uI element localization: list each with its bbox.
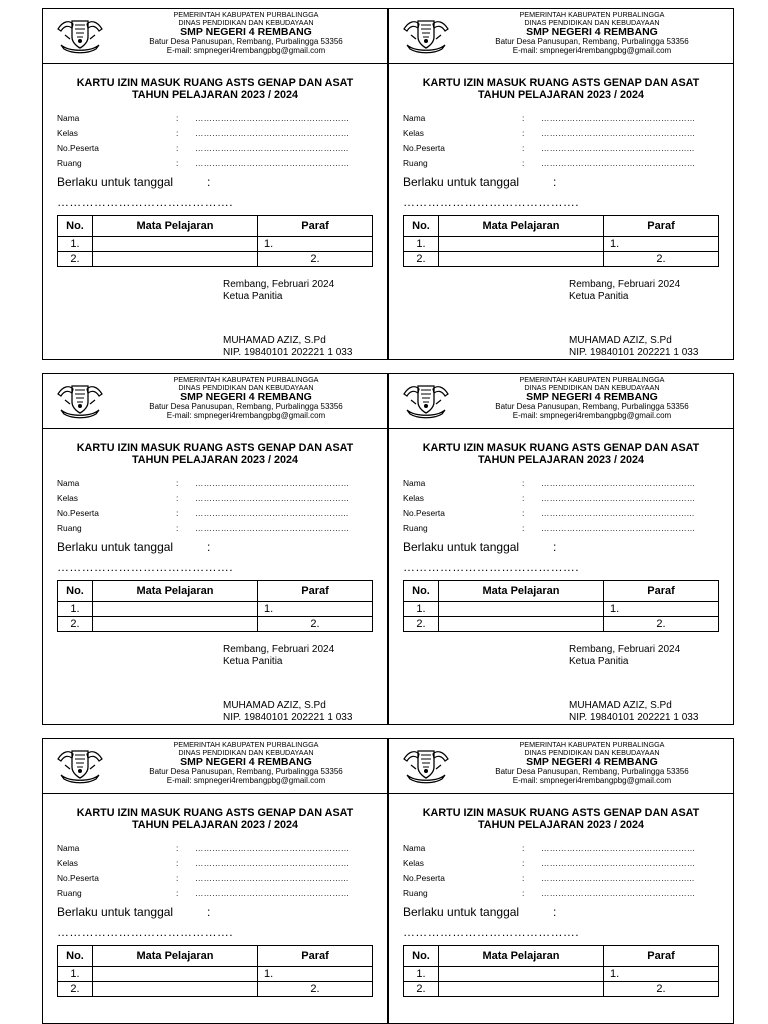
school-address: Batur Desa Panusupan, Rembang, Purbalingga 53356 (149, 402, 343, 412)
student-fields (43, 478, 387, 538)
field-colon: : (522, 478, 525, 488)
field-blank: ……………………………………………… (541, 858, 696, 868)
header-subject: Mata Pelajaran (93, 946, 258, 967)
header-paraf: Paraf (258, 216, 373, 237)
row-no: 1. (58, 237, 93, 252)
field-row-nama (389, 478, 733, 493)
valid-date-dots: ……………………………………. (403, 560, 579, 574)
signer-name: MUHAMAD AZIZ, S.Pd (569, 700, 672, 711)
card-title (389, 77, 733, 101)
field-row-ruang (43, 158, 387, 173)
field-colon: : (176, 508, 179, 518)
field-blank: ……………………………………………... (541, 143, 695, 153)
field-colon: : (176, 113, 179, 123)
valid-date-colon: : (553, 540, 557, 554)
table-row (58, 967, 373, 982)
field-row-nama (43, 113, 387, 128)
row-no: 1. (404, 967, 439, 982)
header-subject: Mata Pelajaran (439, 581, 604, 602)
signature-block (569, 644, 698, 724)
valid-date-dots: ……………………………………. (57, 560, 233, 574)
valid-date-blank (43, 560, 387, 580)
department-name: DINAS PENDIDIKAN DAN KEBUDAYAAN (178, 17, 314, 27)
student-fields (43, 113, 387, 173)
letterhead (389, 374, 733, 429)
field-colon: : (176, 128, 179, 138)
header-no: No. (404, 216, 439, 237)
header-no: No. (404, 946, 439, 967)
school-emblem-icon (401, 745, 451, 785)
row-subject (93, 982, 258, 997)
school-email: E-mail: smpnegeri4rembangpbg@gmail.com (166, 775, 326, 785)
valid-date-row (43, 905, 387, 923)
card-title (43, 77, 387, 101)
subject-table (57, 945, 373, 997)
field-label: Ruang (403, 888, 428, 898)
card-title-line-2: TAHUN PELAJARAN 2023 / 2024 (477, 89, 644, 101)
place-date: Rembang, Februari 2024 (223, 644, 335, 655)
header-subject: Mata Pelajaran (93, 581, 258, 602)
subject-table-header (58, 581, 373, 602)
school-email: E-mail: smpnegeri4rembangpbg@gmail.com (512, 45, 672, 55)
valid-date-row (43, 175, 387, 193)
signer-nip: NIP. 19840101 202221 1 033 (569, 347, 699, 358)
field-label: Nama (57, 478, 80, 488)
field-blank: ……………………………………………… (195, 843, 350, 853)
card-title (43, 807, 387, 831)
field-colon: : (522, 843, 525, 853)
header-no: No. (58, 946, 93, 967)
valid-date-row (389, 540, 733, 558)
table-row (404, 602, 719, 617)
valid-date-label: Berlaku untuk tanggal (57, 175, 174, 189)
school-name: SMP NEGERI 4 REMBANG (526, 756, 658, 769)
row-no: 2. (58, 617, 93, 632)
place-date: Rembang, Februari 2024 (569, 279, 681, 290)
card-title (389, 807, 733, 831)
subject-table (403, 580, 719, 632)
valid-date-colon: : (207, 905, 211, 919)
field-label: No.Peserta (57, 873, 99, 883)
field-blank: ……………………………………………... (195, 508, 349, 518)
field-blank: ……………………………………………… (195, 113, 350, 123)
header-paraf: Paraf (604, 216, 719, 237)
row-no: 2. (58, 982, 93, 997)
field-blank: ……………………………………………… (541, 128, 696, 138)
table-row (404, 967, 719, 982)
signer-name: MUHAMAD AZIZ, S.Pd (223, 335, 326, 346)
valid-date-colon: : (207, 540, 211, 554)
field-blank: ……………………………………………… (541, 523, 696, 533)
card-title-line-2: TAHUN PELAJARAN 2023 / 2024 (477, 454, 644, 466)
field-label: Kelas (403, 858, 424, 868)
field-row-no-peserta (43, 143, 387, 158)
card-title-line-2: TAHUN PELAJARAN 2023 / 2024 (477, 819, 644, 831)
signer-role: Ketua Panitia (569, 656, 629, 667)
field-blank: ……………………………………………… (195, 493, 350, 503)
letterhead (43, 739, 387, 794)
header-paraf: Paraf (258, 581, 373, 602)
row-paraf: 1. (258, 237, 373, 252)
field-label: Kelas (57, 858, 78, 868)
table-row (404, 237, 719, 252)
school-name: SMP NEGERI 4 REMBANG (180, 391, 312, 404)
field-colon: : (522, 128, 525, 138)
card-title-line-1: KARTU IZIN MASUK RUANG ASTS GENAP DAN ASAT (76, 442, 354, 454)
signer-role: Ketua Panitia (223, 291, 283, 302)
table-row (404, 252, 719, 267)
letterhead (389, 9, 733, 64)
field-colon: : (176, 888, 179, 898)
field-label: No.Peserta (57, 143, 99, 153)
valid-date-label: Berlaku untuk tanggal (57, 540, 174, 554)
field-colon: : (176, 523, 179, 533)
department-name: DINAS PENDIDIKAN DAN KEBUDAYAAN (524, 382, 660, 392)
field-colon: : (176, 478, 179, 488)
student-fields (389, 843, 733, 903)
department-name: DINAS PENDIDIKAN DAN KEBUDAYAAN (524, 747, 660, 757)
field-colon: : (522, 143, 525, 153)
field-label: Nama (403, 478, 426, 488)
header-subject: Mata Pelajaran (439, 946, 604, 967)
row-subject (93, 252, 258, 267)
row-subject (439, 252, 604, 267)
field-label: No.Peserta (57, 508, 99, 518)
field-colon: : (176, 493, 179, 503)
exam-admission-card (388, 373, 734, 725)
school-email: E-mail: smpnegeri4rembangpbg@gmail.com (166, 45, 326, 55)
field-blank: ……………………………………………… (195, 128, 350, 138)
field-colon: : (522, 493, 525, 503)
table-row (58, 237, 373, 252)
row-paraf: 1. (604, 237, 719, 252)
field-label: No.Peserta (403, 143, 445, 153)
exam-admission-card (388, 738, 734, 1024)
subject-table-header (58, 216, 373, 237)
government-name: PEMERINTAH KABUPATEN PURBALINGGA (173, 375, 319, 384)
school-address: Batur Desa Panusupan, Rembang, Purbalingga 53356 (495, 402, 689, 412)
signer-role: Ketua Panitia (223, 656, 283, 667)
card-title-line-2: TAHUN PELAJARAN 2023 / 2024 (131, 89, 298, 101)
card-title (389, 442, 733, 466)
header-no: No. (404, 581, 439, 602)
field-row-kelas (43, 858, 387, 873)
field-row-no-peserta (43, 873, 387, 888)
row-subject (439, 617, 604, 632)
field-colon: : (176, 143, 179, 153)
card-title-line-1: KARTU IZIN MASUK RUANG ASTS GENAP DAN ASAT (422, 77, 700, 89)
valid-date-blank (43, 195, 387, 215)
field-blank: ……………………………………………... (541, 508, 695, 518)
valid-date-colon: : (553, 175, 557, 189)
exam-admission-card (42, 8, 388, 360)
table-row (58, 602, 373, 617)
card-title (43, 442, 387, 466)
field-colon: : (522, 873, 525, 883)
row-subject (439, 602, 604, 617)
field-blank: ……………………………………………… (195, 888, 350, 898)
field-label: Kelas (403, 493, 424, 503)
school-emblem-icon (55, 15, 105, 55)
student-fields (43, 843, 387, 903)
header-subject: Mata Pelajaran (439, 216, 604, 237)
field-row-nama (389, 113, 733, 128)
valid-date-dots: ……………………………………. (57, 195, 233, 209)
field-blank: ……………………………………………… (541, 843, 696, 853)
field-label: Ruang (57, 523, 82, 533)
field-colon: : (176, 158, 179, 168)
row-paraf: 1. (604, 602, 719, 617)
table-row (58, 617, 373, 632)
card-title-line-1: KARTU IZIN MASUK RUANG ASTS GENAP DAN ASAT (76, 77, 354, 89)
field-label: Nama (403, 843, 426, 853)
school-emblem-icon (401, 380, 451, 420)
government-name: PEMERINTAH KABUPATEN PURBALINGGA (173, 10, 319, 19)
field-row-ruang (389, 888, 733, 903)
row-subject (93, 617, 258, 632)
signer-name: MUHAMAD AZIZ, S.Pd (569, 335, 672, 346)
school-address: Batur Desa Panusupan, Rembang, Purbalingga 53356 (495, 767, 689, 777)
valid-date-blank (43, 925, 387, 945)
signature-block (223, 644, 352, 724)
school-name: SMP NEGERI 4 REMBANG (180, 26, 312, 39)
field-label: Nama (57, 113, 80, 123)
school-address: Batur Desa Panusupan, Rembang, Purbalingga 53356 (149, 767, 343, 777)
field-colon: : (522, 113, 525, 123)
field-row-no-peserta (389, 873, 733, 888)
field-label: Kelas (403, 128, 424, 138)
valid-date-blank (389, 560, 733, 580)
valid-date-label: Berlaku untuk tanggal (57, 905, 174, 919)
place-date: Rembang, Februari 2024 (223, 279, 335, 290)
field-label: Ruang (403, 158, 428, 168)
field-colon: : (522, 523, 525, 533)
field-row-nama (389, 843, 733, 858)
row-no: 1. (58, 602, 93, 617)
field-label: No.Peserta (403, 873, 445, 883)
school-emblem-icon (55, 380, 105, 420)
field-row-nama (43, 843, 387, 858)
school-email: E-mail: smpnegeri4rembangpbg@gmail.com (512, 775, 672, 785)
header-no: No. (58, 216, 93, 237)
subject-table-header (404, 216, 719, 237)
field-blank: ……………………………………………… (541, 888, 696, 898)
header-paraf: Paraf (258, 946, 373, 967)
header-subject: Mata Pelajaran (93, 216, 258, 237)
field-row-kelas (389, 858, 733, 873)
letterhead (389, 739, 733, 794)
field-colon: : (176, 858, 179, 868)
school-name: SMP NEGERI 4 REMBANG (180, 756, 312, 769)
valid-date-label: Berlaku untuk tanggal (403, 905, 520, 919)
valid-date-row (389, 905, 733, 923)
signer-nip: NIP. 19840101 202221 1 033 (569, 712, 699, 723)
card-title-line-2: TAHUN PELAJARAN 2023 / 2024 (131, 819, 298, 831)
field-blank: ……………………………………………… (195, 858, 350, 868)
row-paraf: 2. (258, 252, 373, 267)
government-name: PEMERINTAH KABUPATEN PURBALINGGA (519, 375, 665, 384)
subject-table-header (404, 946, 719, 967)
row-subject (93, 602, 258, 617)
header-paraf: Paraf (604, 581, 719, 602)
letterhead (43, 374, 387, 429)
row-subject (439, 967, 604, 982)
field-row-ruang (43, 523, 387, 538)
school-address: Batur Desa Panusupan, Rembang, Purbalingga 53356 (149, 37, 343, 47)
school-address: Batur Desa Panusupan, Rembang, Purbalingga 53356 (495, 37, 689, 47)
row-no: 1. (404, 602, 439, 617)
table-row (58, 252, 373, 267)
school-name: SMP NEGERI 4 REMBANG (526, 26, 658, 39)
school-emblem-icon (401, 15, 451, 55)
row-no: 2. (404, 252, 439, 267)
row-no: 1. (404, 237, 439, 252)
valid-date-blank (389, 925, 733, 945)
card-title-line-1: KARTU IZIN MASUK RUANG ASTS GENAP DAN ASAT (76, 807, 354, 819)
field-label: Ruang (57, 158, 82, 168)
card-title-line-2: TAHUN PELAJARAN 2023 / 2024 (131, 454, 298, 466)
header-paraf: Paraf (604, 946, 719, 967)
row-paraf: 2. (258, 617, 373, 632)
exam-admission-card (42, 738, 388, 1024)
student-fields (389, 478, 733, 538)
department-name: DINAS PENDIDIKAN DAN KEBUDAYAAN (178, 747, 314, 757)
card-title-line-1: KARTU IZIN MASUK RUANG ASTS GENAP DAN ASAT (422, 442, 700, 454)
subject-table-header (58, 946, 373, 967)
row-paraf: 1. (258, 967, 373, 982)
row-no: 1. (58, 967, 93, 982)
row-paraf: 1. (604, 967, 719, 982)
valid-date-blank (389, 195, 733, 215)
header-no: No. (58, 581, 93, 602)
field-row-nama (43, 478, 387, 493)
field-blank: ……………………………………………... (195, 873, 349, 883)
subject-table (57, 580, 373, 632)
table-row (404, 617, 719, 632)
field-row-no-peserta (43, 508, 387, 523)
field-colon: : (176, 873, 179, 883)
valid-date-label: Berlaku untuk tanggal (403, 540, 520, 554)
field-blank: ……………………………………………… (541, 478, 696, 488)
row-paraf: 2. (258, 982, 373, 997)
row-subject (93, 967, 258, 982)
valid-date-colon: : (207, 175, 211, 189)
field-label: Kelas (57, 128, 78, 138)
signature-block (569, 279, 698, 359)
school-email: E-mail: smpnegeri4rembangpbg@gmail.com (512, 410, 672, 420)
field-blank: ……………………………………………… (195, 158, 350, 168)
field-colon: : (522, 858, 525, 868)
school-name: SMP NEGERI 4 REMBANG (526, 391, 658, 404)
field-colon: : (522, 158, 525, 168)
government-name: PEMERINTAH KABUPATEN PURBALINGGA (519, 10, 665, 19)
department-name: DINAS PENDIDIKAN DAN KEBUDAYAAN (178, 382, 314, 392)
valid-date-colon: : (553, 905, 557, 919)
row-subject (93, 237, 258, 252)
row-paraf: 2. (604, 252, 719, 267)
exam-admission-card (388, 8, 734, 360)
field-label: Kelas (57, 493, 78, 503)
field-label: Ruang (57, 888, 82, 898)
card-title-line-1: KARTU IZIN MASUK RUANG ASTS GENAP DAN ASAT (422, 807, 700, 819)
field-blank: ……………………………………………... (195, 143, 349, 153)
exam-admission-card (42, 373, 388, 725)
signer-nip: NIP. 19840101 202221 1 033 (223, 712, 353, 723)
field-blank: ……………………………………………… (541, 158, 696, 168)
department-name: DINAS PENDIDIKAN DAN KEBUDAYAAN (524, 17, 660, 27)
row-no: 2. (58, 252, 93, 267)
signer-name: MUHAMAD AZIZ, S.Pd (223, 700, 326, 711)
field-blank: ……………………………………………… (541, 113, 696, 123)
subject-table (403, 945, 719, 997)
table-row (58, 982, 373, 997)
row-subject (439, 237, 604, 252)
subject-table (403, 215, 719, 267)
school-emblem-icon (55, 745, 105, 785)
field-label: Nama (57, 843, 80, 853)
field-row-kelas (43, 128, 387, 143)
government-name: PEMERINTAH KABUPATEN PURBALINGGA (519, 740, 665, 749)
valid-date-row (389, 175, 733, 193)
field-label: Nama (403, 113, 426, 123)
field-blank: ……………………………………………… (195, 523, 350, 533)
subject-table (57, 215, 373, 267)
government-name: PEMERINTAH KABUPATEN PURBALINGGA (173, 740, 319, 749)
signature-block (223, 279, 352, 359)
table-row (404, 982, 719, 997)
field-row-no-peserta (389, 143, 733, 158)
school-email: E-mail: smpnegeri4rembangpbg@gmail.com (166, 410, 326, 420)
place-date: Rembang, Februari 2024 (569, 644, 681, 655)
signer-nip: NIP. 19840101 202221 1 033 (223, 347, 353, 358)
field-row-ruang (389, 158, 733, 173)
field-row-kelas (389, 128, 733, 143)
row-no: 2. (404, 617, 439, 632)
field-blank: ……………………………………………... (541, 873, 695, 883)
valid-date-dots: ……………………………………. (403, 925, 579, 939)
row-paraf: 1. (258, 602, 373, 617)
subject-table-header (404, 581, 719, 602)
field-row-kelas (43, 493, 387, 508)
field-label: No.Peserta (403, 508, 445, 518)
field-blank: ……………………………………………… (195, 478, 350, 488)
field-row-kelas (389, 493, 733, 508)
field-blank: ……………………………………………… (541, 493, 696, 503)
field-row-ruang (389, 523, 733, 538)
field-label: Ruang (403, 523, 428, 533)
signer-role: Ketua Panitia (569, 291, 629, 302)
row-subject (439, 982, 604, 997)
row-paraf: 2. (604, 982, 719, 997)
valid-date-dots: ……………………………………. (57, 925, 233, 939)
field-colon: : (522, 508, 525, 518)
valid-date-dots: ……………………………………. (403, 195, 579, 209)
student-fields (389, 113, 733, 173)
field-colon: : (522, 888, 525, 898)
valid-date-row (43, 540, 387, 558)
field-colon: : (176, 843, 179, 853)
valid-date-label: Berlaku untuk tanggal (403, 175, 520, 189)
row-no: 2. (404, 982, 439, 997)
field-row-ruang (43, 888, 387, 903)
field-row-no-peserta (389, 508, 733, 523)
row-paraf: 2. (604, 617, 719, 632)
letterhead (43, 9, 387, 64)
